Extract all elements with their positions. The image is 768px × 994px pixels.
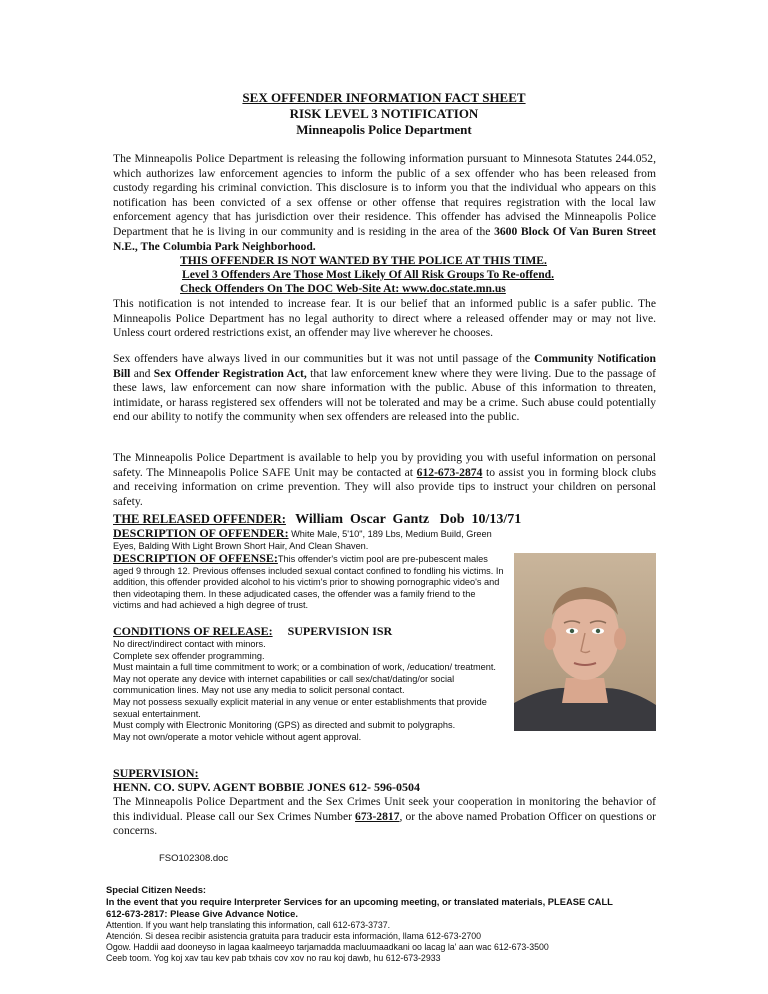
translation-line-somali: Ogow. Haddii aad dooneyso in lagaa kaalmeeyo tarjamadda macluumaadkani oo lacag la' aan wac 612-673-3500 [106,942,549,952]
department-heading: Minneapolis Police Department [296,122,472,137]
offense-label: DESCRIPTION OF OFFENSE: [113,551,278,565]
translation-line-spanish: Atención. Si desea recibir asistencia gratuita para traducir esta información, llama 612-673-2700 [106,931,482,941]
closing-text-2: , or the above named Probation Officer on questions or concerns. [113,809,656,838]
offender-description [113,528,505,552]
risk-level-heading: RISK LEVEL 3 NOTIFICATION [289,106,479,121]
translation-line-hmong: Ceeb toom. Yog koj xav tau kev pab txhais cov xov no rau koj dawb, hu 612-673-2933 [106,953,441,963]
safe-unit-paragraph [113,451,656,509]
offender-photo [514,553,656,731]
condition-item: Must maintain a full time commitment to work; or a combination of work, /education/ treatment. [113,662,496,673]
condition-item: No direct/indirect contact with minors. [113,639,266,649]
offense-description [113,553,505,612]
laws-text-3: that law enforcement knew where they were living. Due to the passage of these laws, law enforcement can now share information with the public. Abuse of this information to threaten, intimidate, or harass registered sex offenders will not be tolerated and may be a crime. Such abuse could potentially end our ability to notify the community when sex offenders are released into the public. [113,366,657,424]
interpreter-notice: In the event that you require Interpreter Services for an upcoming meeting, or translated materials, PLEASE CALL 612-673-2817: Please Give Advance Notice. [106,896,613,919]
closing-text-1: The Minneapolis Police Department and the Sex Crimes Unit seek your cooperation in monitoring the behavior of this individual. Please call our Sex Crimes Number [113,795,656,823]
conditions-list [113,639,505,743]
community-notification-bill: Community Notification Bill [113,352,656,380]
special-citizen-needs [106,884,626,964]
laws-text-1: Sex offenders have always lived in our communities but it was not until passage of the [113,352,535,365]
page-title: SEX OFFENDER INFORMATION FACT SHEET [242,90,526,105]
registration-act: Sex Offender Registration Act, [153,366,307,380]
conditions-value: SUPERVISION ISR [287,624,393,638]
offender-photo-image [514,553,656,731]
document-id: FSO102308.doc [159,853,229,864]
safe-unit-text-2: to assist you in forming block clubs and receiving information on crime prevention. They will also provide tips to instruct your children on personal safety. [113,465,657,508]
doc-website-link[interactable]: Check Offenders On The DOC Web-Site At: www.doc.state.mn.us [180,282,506,295]
closing-paragraph [113,795,656,839]
description-text: White Male, 5'10", 189 Lbs, Medium Build, Green Eyes, Balding With Light Brown Short Hair, And Clean Shaven. [113,529,492,551]
condition-item: May not operate any device with internet capabilities or call sex/chat/dating/or social communication lines. May not use any media to solicit personal contact. [113,673,455,696]
intro-paragraph [113,152,656,254]
safe-unit-text-1: The Minneapolis Police Department is available to help you by providing you with useful information on personal safety. The Minneapolis Police SAFE Unit may be contacted at [113,451,656,479]
laws-paragraph [113,352,656,425]
conditions-row [113,624,392,639]
intro-text: The Minneapolis Police Department is releasing the following information pursuant to Minnesota Statutes 244.052, which authorizes law enforcement agencies to inform the public of a sex offender who has been released from custody regarding his criminal conviction. This disclosure is to inform you that the individual who appears on this notification has been convicted of a sex offense or other offense that requires registration with the local law enforcement agency that has jurisdiction over their residence. This offender has advised the Minneapolis Police Department that he is living in our community and is residing in the area of the [113,152,656,238]
condition-item: May not own/operate a motor vehicle without agent approval. [113,731,362,742]
released-offender-label: THE RELEASED OFFENDER: [113,512,286,526]
condition-item: May not possess sexually explicit material in any venue or enter establishments that provide sexual entertainment. [113,696,487,719]
supervision-agent: HENN. CO. SUPV. AGENT BOBBIE JONES 612- 596-0504 [113,780,420,794]
condition-item: Complete sex offender programming. [113,650,265,661]
offense-text: This offender's victim pool are pre-pubescent males aged 9 through 12. Previous offenses included sexual contact confined to fondling his victims. In addition, this offender provided alcohol to his victim's prior to showing pornographic video's and then videotaping them. In these adjudicated cases, the offender was a family friend to the victims and had achieved a high degree of trust. [113,554,504,611]
citizen-needs-heading: Special Citizen Needs: [106,884,207,895]
offender-location: 3600 Block Of Van Buren Street N.E., The Columbia Park Neighborhood. [113,224,656,253]
description-label: DESCRIPTION OF OFFENDER: [113,526,289,540]
not-wanted-notice: THIS OFFENDER IS NOT WANTED BY THE POLICE AT THIS TIME. [180,254,547,267]
translation-line-english: Attention. If you want help translating this information, call 612-673-3737. [106,920,391,930]
safe-unit-phone[interactable]: 612-673-2874 [416,465,483,479]
laws-text-2: and [130,366,154,380]
offender-name: William Oscar Gantz Dob 10/13/71 [295,512,522,527]
conditions-label: CONDITIONS OF RELEASE: [113,624,273,638]
supervision-label: SUPERVISION: [113,766,199,780]
purpose-paragraph: This notification is not intended to increase fear. It is our belief that an informed public is a safer public. The Minneapolis Police Department has no legal authority to direct where a released offender may or may not live. Unless court ordered restrictions exist, an offender may live wherever he chooses. [113,297,656,340]
level3-notice: Level 3 Offenders Are Those Most Likely Of All Risk Groups To Re-offend. [182,268,554,281]
condition-item: Must comply with Electronic Monitoring (GPS) as directed and submit to polygraphs. [113,720,456,731]
sex-crimes-phone[interactable]: 673-2817 [355,809,400,823]
